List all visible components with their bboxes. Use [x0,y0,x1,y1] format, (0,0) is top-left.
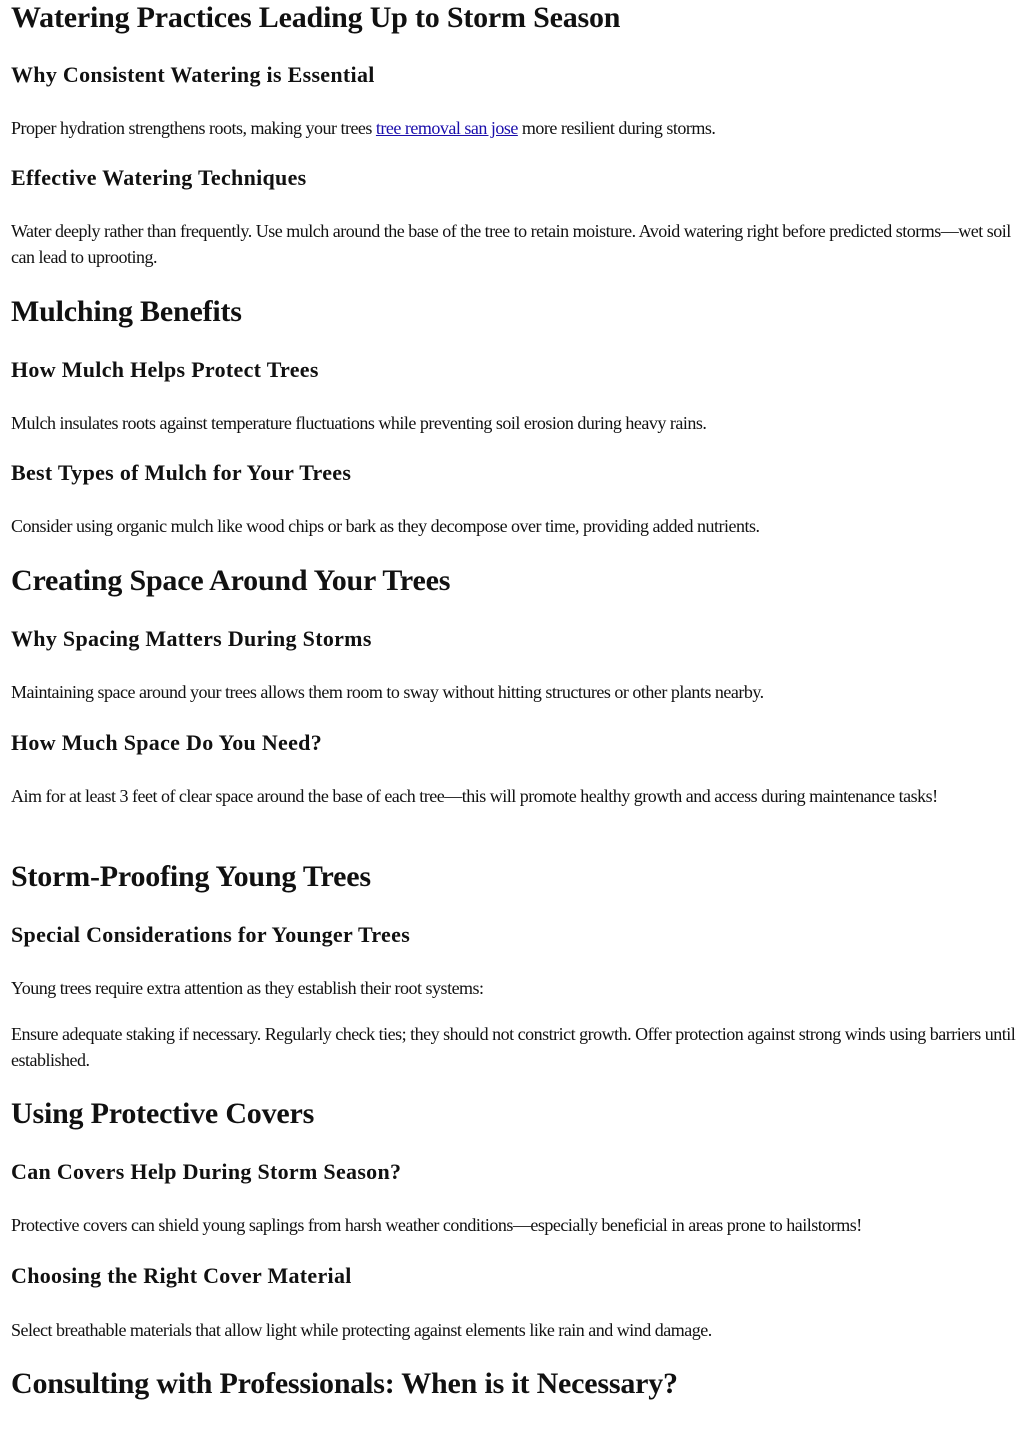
section-title-covers: Using Protective Covers [11,1097,315,1130]
subheading-spacing-matters: Why Spacing Matters During Storms [11,626,372,651]
paragraph-cover-material: Select breathable materials that allow light while protecting against elements like rain and wind damage. [11,1320,712,1340]
paragraph-watering-techniques: Water deeply rather than frequently. Use mulch around the base of the tree to retain moisture. Avoid watering right before predicted storms—wet soil can lead to uprooting. [11,221,1011,267]
paragraph-young-trees-intro: Young trees require extra attention as they establish their root systems: [11,978,484,998]
subheading-mulch-protect: How Mulch Helps Protect Trees [11,357,319,382]
paragraph-covers-help: Protective covers can shield young saplings from harsh weather conditions—especially beneficial in areas prone to hailstorms! [11,1215,862,1235]
paragraph-spacing-matters: Maintaining space around your trees allows them room to sway without hitting structures or other plants nearby. [11,682,764,702]
section-title-professionals: Consulting with Professionals: When is it Necessary? [11,1367,678,1400]
section-title-mulching: Mulching Benefits [11,295,242,328]
subheading-cover-material: Choosing the Right Cover Material [11,1263,352,1288]
paragraph-hydration-after: more resilient during storms. [517,118,716,138]
subheading-space-needed: How Much Space Do You Need? [11,730,323,755]
subheading-mulch-types: Best Types of Mulch for Your Trees [11,460,352,485]
subheading-younger-trees: Special Considerations for Younger Trees [11,922,411,947]
paragraph-hydration [11,115,1016,141]
paragraph-space-needed: Aim for at least 3 feet of clear space around the base of each tree—this will promote healthy growth and access during maintenance tasks! [11,786,938,806]
tree-removal-link[interactable]: tree removal san jose [375,118,518,138]
subheading-consistent-watering: Why Consistent Watering is Essential [11,62,375,87]
section-title-space: Creating Space Around Your Trees [11,564,451,597]
paragraph-hydration-before: Proper hydration strengthens roots, making your trees [11,118,376,138]
section-title-young-trees: Storm-Proofing Young Trees [11,860,371,893]
paragraph-mulch-protect: Mulch insulates roots against temperature fluctuations while preventing soil erosion during heavy rains. [11,413,707,433]
subheading-watering-techniques: Effective Watering Techniques [11,165,307,190]
paragraph-mulch-types: Consider using organic mulch like wood chips or bark as they decompose over time, providing added nutrients. [11,516,760,536]
section-title-watering: Watering Practices Leading Up to Storm Season [11,1,621,34]
subheading-covers-help: Can Covers Help During Storm Season? [11,1159,402,1184]
paragraph-young-trees-steps: Ensure adequate staking if necessary. Regularly check ties; they should not constrict growth. Offer protection against strong winds using barriers until established. [11,1024,1016,1070]
